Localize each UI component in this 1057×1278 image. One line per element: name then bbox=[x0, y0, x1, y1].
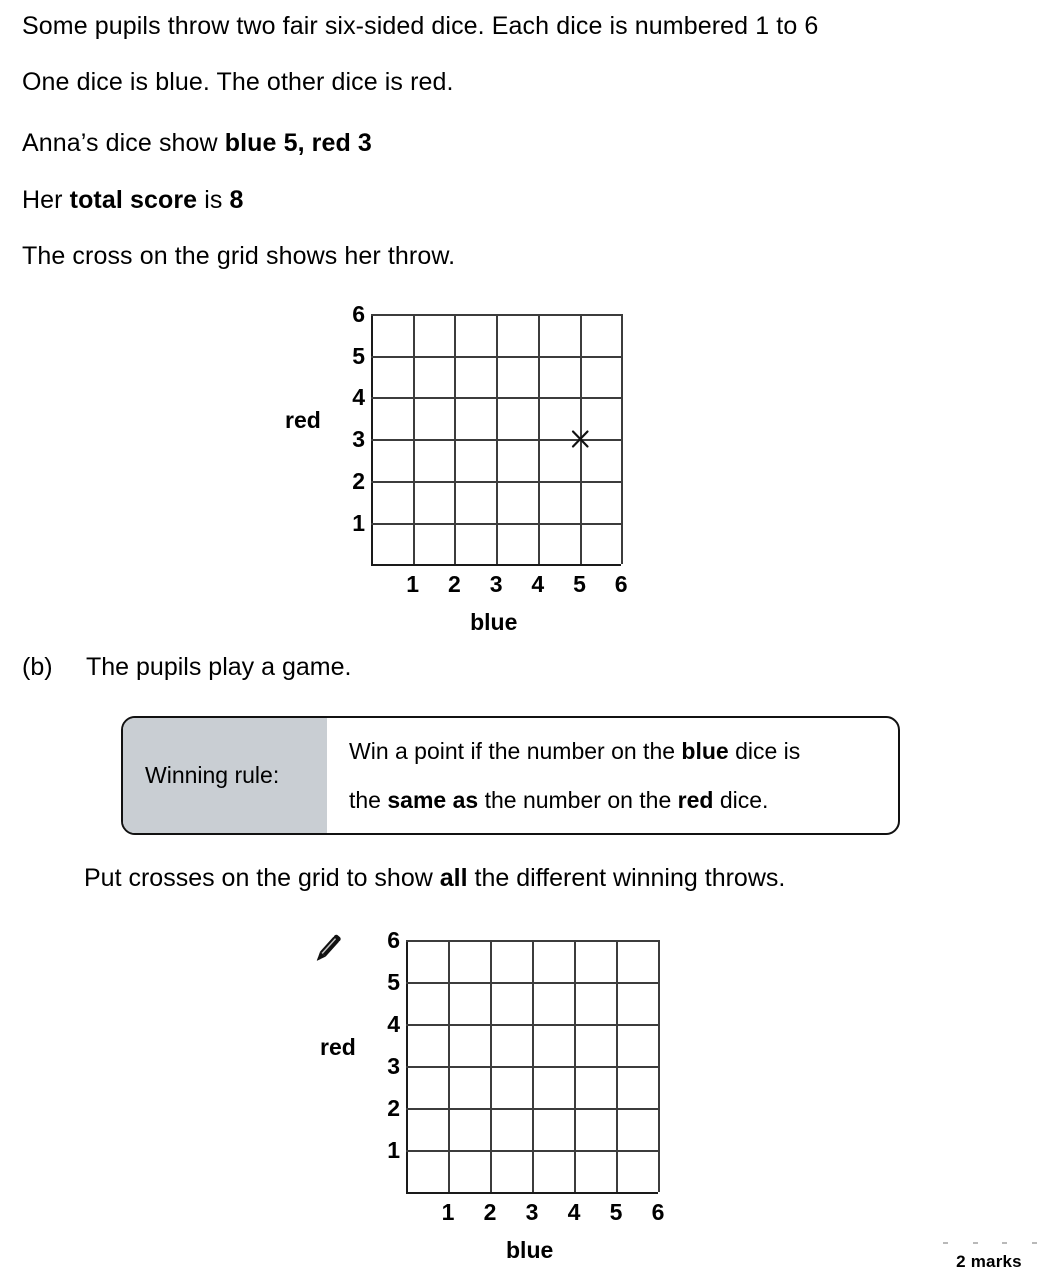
x-tick-label: 2 bbox=[447, 571, 461, 598]
emphasis-text: blue bbox=[681, 738, 729, 764]
x-tick-label: 1 bbox=[406, 571, 420, 598]
x-tick-label: 4 bbox=[531, 571, 545, 598]
emphasis-text: blue 5, red 3 bbox=[224, 129, 372, 157]
gridline-horizontal bbox=[406, 1024, 658, 1026]
emphasis-text: 8 bbox=[229, 186, 244, 214]
plain-text: the different winning throws. bbox=[467, 864, 786, 892]
y-tick-label: 2 bbox=[352, 467, 365, 494]
plain-text: Win a point if the number on the bbox=[349, 738, 682, 764]
x-axis-spine bbox=[371, 564, 621, 566]
x-axis-label: blue bbox=[506, 1237, 554, 1263]
x-axis-label: blue bbox=[470, 609, 518, 636]
gridline-horizontal bbox=[371, 314, 621, 316]
part-b-heading bbox=[22, 653, 351, 682]
emphasis-text: red bbox=[677, 787, 714, 813]
winning-rule-heading: Winning rule: bbox=[145, 762, 280, 788]
gridline-horizontal bbox=[406, 1150, 658, 1152]
x-tick-label: 4 bbox=[567, 1199, 581, 1225]
y-tick-label: 6 bbox=[352, 301, 365, 327]
plain-text: the bbox=[349, 787, 388, 813]
winning-rule-box bbox=[121, 716, 900, 835]
plain-text: the number on the bbox=[478, 787, 678, 813]
emphasis-text: same as bbox=[387, 787, 479, 813]
x-tick-label: 5 bbox=[609, 1199, 623, 1225]
plain-text: Her bbox=[22, 186, 70, 214]
plain-text: dice. bbox=[713, 787, 769, 813]
gridline-horizontal bbox=[406, 1066, 658, 1068]
y-tick-label: 3 bbox=[387, 1053, 400, 1079]
y-tick-label: 4 bbox=[387, 1011, 400, 1037]
y-tick-label: 1 bbox=[352, 509, 365, 536]
part-b-label: (b) bbox=[22, 653, 53, 681]
gridline-horizontal bbox=[371, 523, 621, 525]
winning-rule-line-2 bbox=[349, 787, 898, 814]
y-tick-label: 5 bbox=[352, 342, 365, 369]
y-axis-label: red bbox=[320, 1034, 356, 1060]
winning-rule-body bbox=[327, 718, 898, 833]
x-axis-spine bbox=[406, 1192, 658, 1194]
grid-anna-throw bbox=[280, 290, 660, 640]
emphasis-text: total score bbox=[69, 186, 198, 214]
gridline-horizontal bbox=[371, 481, 621, 483]
part-b-text: The pupils play a game. bbox=[86, 653, 352, 681]
emphasis-text: all bbox=[439, 864, 468, 892]
winning-rule-heading-panel bbox=[123, 718, 327, 833]
marks-footer bbox=[929, 1242, 1049, 1272]
plain-text: dice is bbox=[728, 738, 801, 764]
plain-text: is bbox=[197, 186, 230, 214]
winning-rule-line-1 bbox=[349, 738, 898, 765]
stem-line-4 bbox=[22, 188, 244, 213]
x-tick-label: 2 bbox=[483, 1199, 497, 1225]
plotted-cross-marker bbox=[567, 426, 593, 452]
plain-text: One dice is blue. The other dice is red. bbox=[22, 68, 454, 96]
gridline-horizontal bbox=[406, 1108, 658, 1110]
answer-instruction bbox=[84, 864, 785, 893]
y-tick-label: 6 bbox=[387, 927, 400, 953]
gridline-horizontal bbox=[371, 356, 621, 358]
gridline-horizontal bbox=[371, 397, 621, 399]
plain-text: Some pupils throw two fair six-sided dice. Each dice is numbered 1 to 6 bbox=[22, 12, 819, 40]
stem-line-5 bbox=[22, 244, 455, 269]
grid-answer[interactable] bbox=[300, 920, 700, 1265]
gridline-horizontal bbox=[406, 982, 658, 984]
x-tick-label: 1 bbox=[441, 1199, 455, 1225]
stem-line-1 bbox=[22, 14, 818, 39]
gridline-vertical bbox=[658, 940, 660, 1192]
plain-text: The cross on the grid shows her throw. bbox=[22, 242, 456, 270]
pencil-icon bbox=[305, 925, 351, 971]
plain-text: Put crosses on the grid to show bbox=[84, 864, 440, 892]
y-tick-label: 1 bbox=[387, 1137, 400, 1163]
x-tick-label: 6 bbox=[651, 1199, 665, 1225]
x-tick-label: 6 bbox=[614, 571, 628, 598]
stem-line-3 bbox=[22, 131, 372, 156]
x-tick-label: 3 bbox=[525, 1199, 539, 1225]
plot-area[interactable] bbox=[406, 940, 658, 1192]
plain-text: Anna’s dice show bbox=[22, 129, 225, 157]
marks-label: 2 marks bbox=[956, 1252, 1022, 1271]
x-tick-label: 5 bbox=[573, 571, 586, 598]
gridline-horizontal bbox=[406, 940, 658, 942]
y-tick-label: 2 bbox=[387, 1095, 400, 1121]
gridline-vertical bbox=[621, 314, 623, 564]
y-axis-label: red bbox=[285, 407, 321, 434]
stem-line-2 bbox=[22, 70, 454, 95]
y-tick-label: 5 bbox=[387, 969, 400, 995]
y-tick-label: 3 bbox=[352, 426, 365, 453]
y-tick-label: 4 bbox=[352, 384, 365, 411]
marks-dotted-rule bbox=[929, 1242, 1049, 1252]
x-tick-label: 3 bbox=[489, 571, 503, 598]
